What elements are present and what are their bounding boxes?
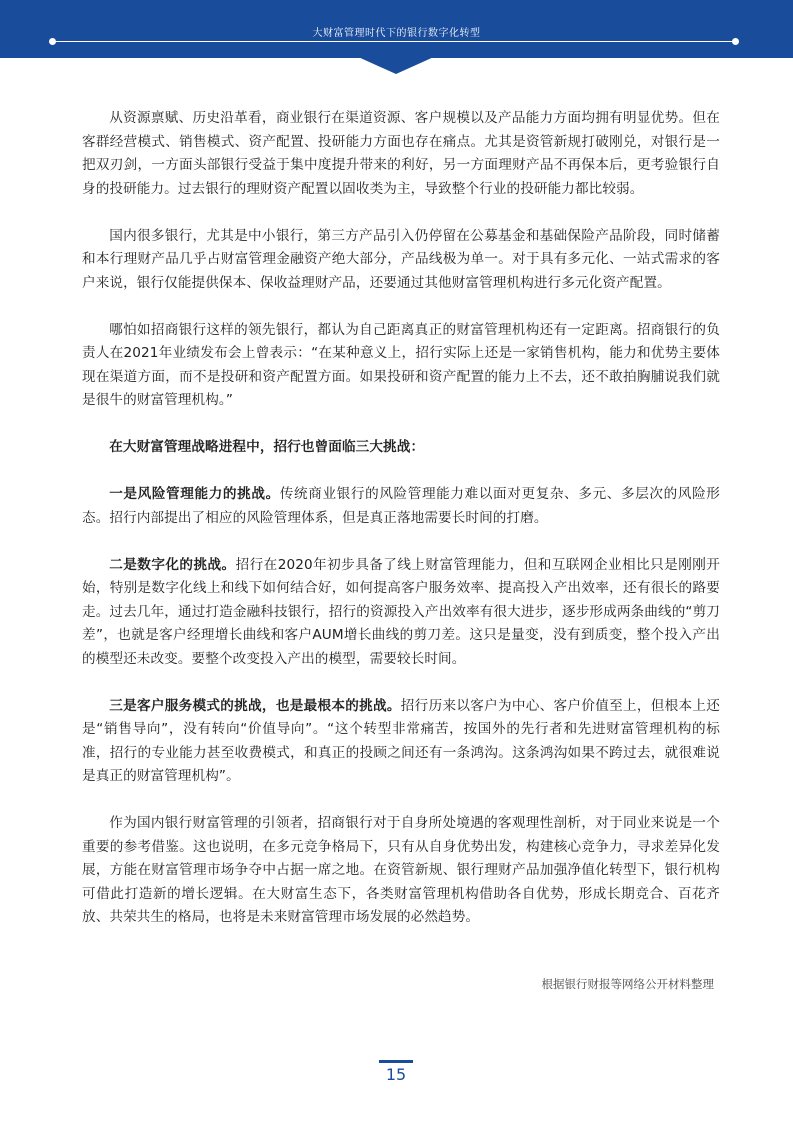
challenge-lead: 二是数字化的挑战。 [109, 556, 236, 573]
running-header-title: 大财富管理时代下的银行数字化转型 [312, 28, 481, 39]
page-number: 15 [385, 1065, 407, 1084]
header-dot-right [732, 38, 739, 45]
header-divider [52, 41, 736, 42]
paragraph: 从资源禀赋、历史沿革看，商业银行在渠道资源、客户规模以及产品能力方面均拥有明显优势。但在客群经营模式、销售模式、资产配置、投研能力方面也存在痛点。尤其是资管新规打破刚兑，对银行是一把双刃剑，一方面头部银行受益于集中度提升带来的利好，另一方面理财产品不再保本后，更考验银行自身的投研能力。过去银行的理财资产配置以固收类为主，导致整个行业的投研能力都比较弱。 [82, 110, 720, 197]
paragraph: 哪怕如招商银行这样的领先银行，都认为自己距离真正的财富管理机构还有一定距离。招商银行的负责人在2021年业绩发布会上曾表示：“在某种意义上，招行实际上还是一家销售机构，能力和优势主要体现在渠道方面，而不是投研和资产配置方面。如果投研和资产配置的能力上不去，还不敢拍胸脯说我们就是很牛的财富管理机构。” [82, 321, 720, 408]
article-body [82, 107, 720, 953]
challenge-paragraph: 二是数字化的挑战。招行在2020年初步具备了线上财富管理能力，但和互联网企业相比只是刚刚开始，特别是数字化线上和线下如何结合好，如何提高客户服务效率、提高投入产出效率，还有很长的路要走。过去几年，通过打造金融科技银行，招行的资源投入产出效率有很大进步，逐步形成两条曲线的“剪刀差”，也就是客户经理增长曲线和客户AUM增长曲线的剪刀差。这只是量变，没有到质变，整个投入产出的模型还未改变。要整个改变投入产出的模型，需要较长时间。 [82, 556, 720, 667]
challenge-lead: 三是客户服务模式的挑战，也是最根本的挑战。 [109, 697, 401, 714]
paragraph: 作为国内银行财富管理的引领者，招商银行对于自身所处境遇的客观理性剖析，对于同业来说是一个重要的参考借鉴。这也说明，在多元竞争格局下，只有从自身优势出发，构建核心竞争力，寻求差异化发展，方能在财富管理市场争夺中占据一席之地。在资管新规、银行理财产品加强净值化转型下，银行机构可借此打造新的增长逻辑。在大财富生态下，各类财富管理机构借助各自优势，形成长期竞合、百花齐放、共荣共生的格局，也将是未来财富管理市场发展的必然趋势。 [82, 815, 720, 925]
challenge-paragraph: 一是风险管理能力的挑战。传统商业银行的风险管理能力难以面对更复杂、多元、多层次的风险形态。招行内部提出了相应的风险管理体系，但是真正落地需要长时间的打磨。 [82, 486, 720, 526]
source-note: 根据银行财报等网络公开材料整理 [541, 977, 714, 991]
page-number-rule [379, 1060, 413, 1063]
header-dot-left [49, 38, 56, 45]
challenge-lead: 一是风险管理能力的挑战。 [109, 486, 280, 502]
paragraph: 国内很多银行，尤其是中小银行，第三方产品引入仍停留在公募基金和基础保险产品阶段，同时储蓄和本行理财产品几乎占财富管理金融资产绝大部分，产品线极为单一。对于具有多元化、一站式需求的客户来说，银行仅能提供保本、保收益理财产品，还要通过其他财富管理机构进行多元化资产配置。 [82, 227, 720, 291]
section-heading: 在大财富管理战略进程中，招行也曾面临三大挑战： [109, 439, 425, 455]
challenge-paragraph: 三是客户服务模式的挑战，也是最根本的挑战。招行历来以客户为中心、客户价值至上，但根本上还是“销售导向”，没有转向“价值导向”。“这个转型非常痛苦，按国外的先行者和先进财富管理机构的标准，招行的专业能力甚至收费模式，和真正的投顾之间还有一条鸿沟。这条鸿沟如果不跨过去，就很难说是真正的财富管理机构”。 [82, 697, 720, 784]
header-notch [356, 56, 436, 74]
